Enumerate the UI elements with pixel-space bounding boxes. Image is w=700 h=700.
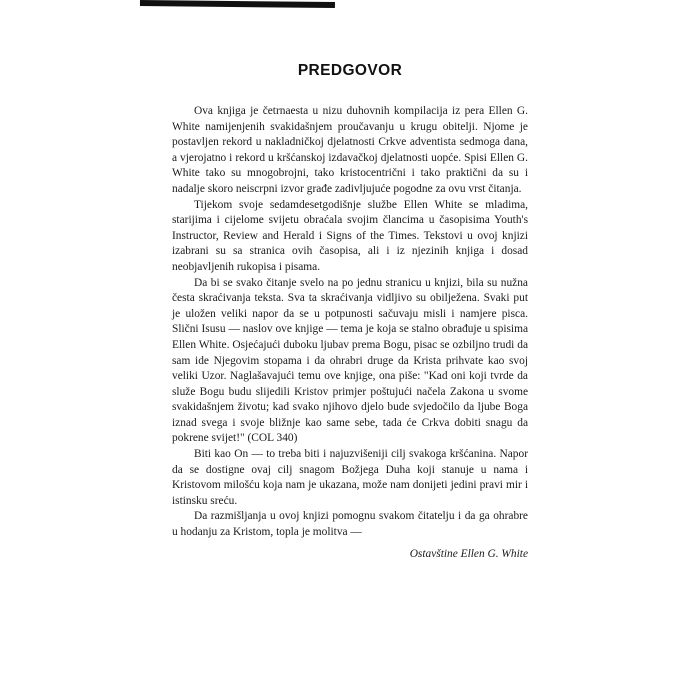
paragraph: Da bi se svako čitanje svelo na po jednu stranicu u knjizi, bila su nužna česta skraćivanja teksta. Sva ta skraćivanja vidljivo su obilježena. Svaki put je uložen veliki napor da se u potpunosti sačuvaju misli i namjere pisca. Slični Isusu — naslov ove knjige — tema je koja se stalno obrađuje u spisima Ellen White. Osjećajući duboku ljubav prema Bogu, pisac se ozbiljno trudi da sam ide Njegovim stopama i da ohrabri druge da Krista prihvate kao svoj veliki Uzor. Naglašavajući temu ove knjige, ona piše: "Kad oni koji tvrde da služe Bogu budu slijedili Kristov primjer poštujući načela Zakona u svome svakidašnjem životu; kad svako njihovo djelo bude svjedočilo da ljube Boga iznad svega i svoje bližnje kao same sebe, tada će Crkva dobiti snagu da pokrene svijet!" (COL 340) bbox=[172, 276, 528, 445]
paragraph: Biti kao On — to treba biti i najuzvišeniji cilj svakoga kršćanina. Napor da se dostigne ovaj cilj snagom Božjega Duha koji stanuje u nama i Kristovom milošću koja nam je ukazana, može nam donijeti jedini pravi mir i istinsku sreću. bbox=[172, 448, 528, 507]
scan-edge-shadow bbox=[140, 0, 335, 8]
paragraph: Da razmišljanja u ovoj knjizi pomognu svakom čitatelju i da ga ohrabre u hodanju za Kristom, topla je molitva — bbox=[172, 510, 528, 539]
signature: Ostavštine Ellen G. White bbox=[409, 547, 528, 560]
preface-body bbox=[172, 104, 528, 541]
page-title: PREDGOVOR bbox=[297, 62, 403, 79]
book-page bbox=[172, 62, 528, 562]
paragraph: Ova knjiga je četrnaesta u nizu duhovnih kompilacija iz pera Ellen G. White namijenjenih svakidašnjem proučavanju u krugu obitelji. Njome je postavljen rekord u nakladničkoj djelatnosti Crkve adventista sedmoga dana, a vjerojatno i rekord u kršćanskoj izdavačkoj djelatnosti uopće. Spisi Ellen G. White tako su mnogobrojni, tako kristocentrični i tako praktični da su i nadalje skoro neiscrpni izvor građe zadivljujuće pogodne za ovu vrst čitanja. bbox=[172, 105, 528, 195]
paragraph: Tijekom svoje sedamdesetgodišnje službe Ellen White se mladima, starijima i cijelome svijetu obraćala svojim člancima u časopisima Youth's Instructor, Review and Herald i Signs of the Times. Tekstovi u ovoj knjizi izabrani su sa stranica ovih časopisa, ali i iz njezinih knjiga i dosad neobjavljenih rukopisa i pisama. bbox=[172, 198, 528, 273]
